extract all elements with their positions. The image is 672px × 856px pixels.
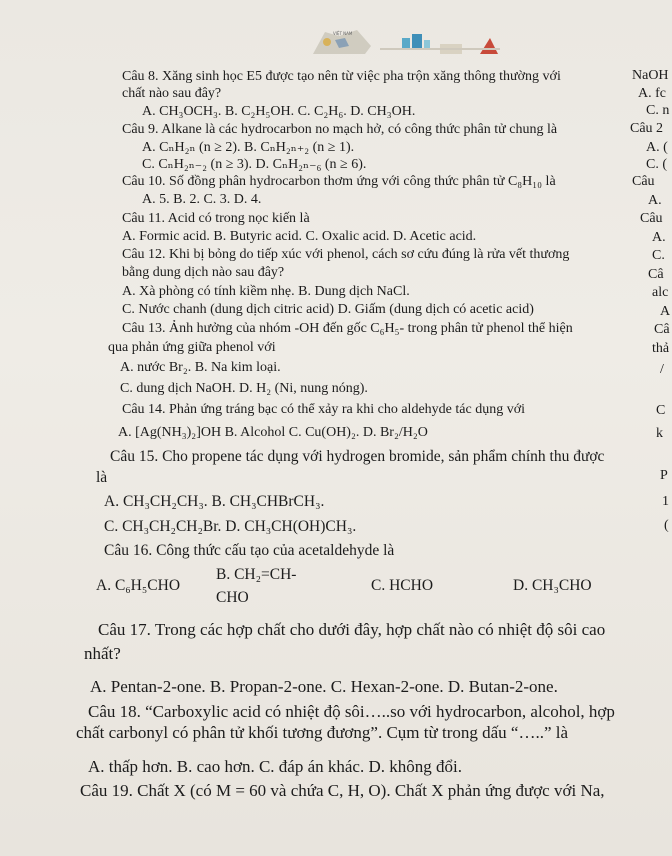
q17-answers: A. Pentan-2-one. B. Propan-2-one. C. Hexan-2-one. D. Butan-2-one. <box>90 677 558 696</box>
right-margin-text: A. fc <box>638 86 666 101</box>
q13-answers-cd: C. dung dịch NaOH. D. H₂ (Ni, nung nóng). <box>120 381 368 396</box>
right-margin-text: A <box>660 304 671 319</box>
right-margin-text: Câu <box>632 174 655 189</box>
q8-stem-line2: chất nào sau đây? <box>122 86 222 101</box>
q13-stem-line1: Câu 13. Ảnh hưởng của nhóm -OH đến gốc C₆H₅- trong phân tử phenol thể hiện <box>122 321 573 336</box>
q15-stem-line2: là <box>96 469 108 486</box>
right-margin-text: A. ( <box>646 140 668 155</box>
right-margin-text: C. ( <box>646 157 667 172</box>
right-margin-text: A. <box>648 193 662 208</box>
right-margin-text: alc <box>652 285 669 300</box>
q14-answers: A. [Ag(NH₃)₂]OH B. Alcohol C. Cu(OH)₂. D. Br₂/H₂O <box>118 425 428 440</box>
q12-stem-line1: Câu 12. Khi bị bỏng do tiếp xúc với phenol, cách sơ cứu đúng là rửa vết thương <box>122 247 570 262</box>
q9-answers-cd: C. CₙH₂ₙ₋₂ (n ≥ 3). D. CₙH₂ₙ₋₆ (n ≥ 6). <box>142 157 367 172</box>
right-margin-text: Câu 2 <box>630 121 664 136</box>
right-margin-text: 1 <box>662 494 669 509</box>
q15-answers-cd: C. CH₃CH₂CH₂Br. D. CH₃CH(OH)CH₃. <box>104 518 357 535</box>
q15-stem-line1: Câu 15. Cho propene tác dụng với hydrogen bromide, sản phẩm chính thu được <box>110 448 605 465</box>
q11-answers: A. Formic acid. B. Butyric acid. C. Oxalic acid. D. Acetic acid. <box>122 229 477 244</box>
q11-stem: Câu 11. Acid có trong nọc kiến là <box>122 211 310 226</box>
q16-answer-b-line2: CHO <box>216 589 249 606</box>
q13-stem-line2: qua phản ứng giữa phenol với <box>108 340 276 355</box>
right-margin-text: thả <box>652 341 670 356</box>
right-margin-text: k <box>656 426 663 441</box>
right-margin-text: Câ <box>654 322 670 337</box>
school-logo-icon <box>305 26 377 56</box>
right-margin-text: NaOH <box>632 68 669 83</box>
q9-stem: Câu 9. Alkane là các hydrocarbon no mạch hở, có công thức phân tử chung là <box>122 122 558 137</box>
q18-stem-line1: Câu 18. “Carboxylic acid có nhiệt độ sôi…..so với hydrocarbon, alcohol, hợp <box>88 702 615 721</box>
q8-answers: A. CH₃OCH₃. B. C₂H₅OH. C. C₂H₆. D. CH₃OH. <box>142 104 416 119</box>
q17-stem-line2: nhất? <box>84 644 121 663</box>
q8-stem-line1: Câu 8. Xăng sinh học E5 được tạo nên từ việc pha trộn xăng thông thường với <box>122 69 561 84</box>
right-margin-text: P <box>660 468 668 483</box>
q16-answer-b-line1: B. CH₂=CH- <box>216 566 297 583</box>
right-margin-text: A. <box>652 230 666 245</box>
q12-answers-cd: C. Nước chanh (dung dịch citric acid) D. Giấm (dung dịch có acetic acid) <box>122 302 534 317</box>
right-margin-text: C <box>656 403 666 418</box>
right-margin-text: C. n <box>646 103 670 118</box>
q12-answers-ab: A. Xà phòng có tính kiềm nhẹ. B. Dung dịch NaCl. <box>122 284 410 299</box>
q19-stem: Câu 19. Chất X (có M = 60 và chứa C, H, O). Chất X phản ứng được với Na, <box>80 781 605 800</box>
decorative-blocks-icon <box>380 30 500 56</box>
q9-answers-ab: A. CₙH₂ₙ (n ≥ 2). B. CₙH₂ₙ₊₂ (n ≥ 1). <box>142 140 355 155</box>
q14-stem: Câu 14. Phản ứng tráng bạc có thể xảy ra khi cho aldehyde tác dụng với <box>122 402 525 417</box>
q10-answers: A. 5. B. 2. C. 3. D. 4. <box>142 192 262 207</box>
q16-stem: Câu 16. Công thức cấu tạo của acetaldehyde là <box>104 542 395 559</box>
right-margin-text: Câu <box>640 211 663 226</box>
q16-answer-d: D. CH₃CHO <box>513 577 592 594</box>
q18-answers: A. thấp hơn. B. cao hơn. C. đáp án khác. D. không đổi. <box>88 757 462 776</box>
q16-answer-a: A. C₆H₅CHO <box>96 577 181 594</box>
right-margin-text: C. <box>652 248 665 263</box>
right-margin-text: Câ <box>648 267 664 282</box>
q10-stem: Câu 10. Số đồng phân hydrocarbon thơm ứng với công thức phân tử C₈H₁₀ là <box>122 174 556 189</box>
right-margin-text: ( <box>664 518 669 533</box>
q18-stem-line2: chất carbonyl có phân tử khối tương đương”. Cụm từ trong dấu “…..” là <box>76 723 569 742</box>
q16-answer-c: C. HCHO <box>371 577 434 594</box>
q13-answers-ab: A. nước Br₂. B. Na kim loại. <box>120 360 281 375</box>
right-margin-text: / <box>660 362 664 377</box>
q12-stem-line2: bằng dung dịch nào sau đây? <box>122 265 285 280</box>
q15-answers-ab: A. CH₃CH₂CH₃. B. CH₃CHBrCH₃. <box>104 493 325 510</box>
svg-text:VIỆT NAM: VIỆT NAM <box>333 31 353 36</box>
q17-stem-line1: Câu 17. Trong các hợp chất cho dưới đây, hợp chất nào có nhiệt độ sôi cao <box>98 620 606 639</box>
